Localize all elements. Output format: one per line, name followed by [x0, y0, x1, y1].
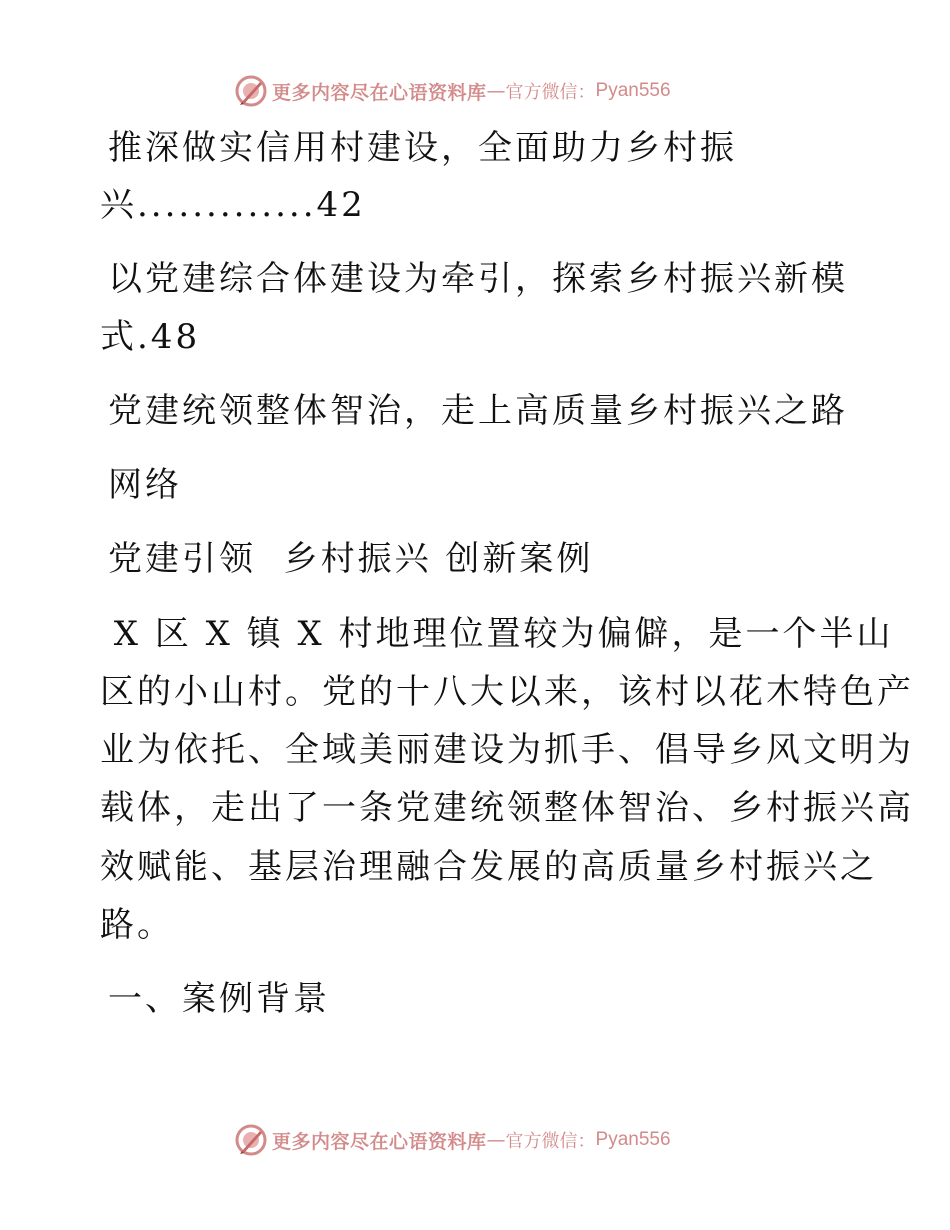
watermark-dash: —: [486, 80, 506, 102]
section-heading: 一、案例背景: [108, 979, 330, 1019]
watermark-wechat-label: 官方微信：: [505, 82, 596, 103]
pen-logo-icon: [234, 74, 268, 108]
watermark-title: 更多内容尽在心语资料库: [272, 1130, 487, 1153]
header-watermark: [234, 72, 671, 110]
watermark-dash: —: [486, 1129, 506, 1151]
body-line: 业为依托、全域美丽建设为抓手、倡导乡风文明为: [100, 730, 914, 770]
pen-logo-icon: [234, 1123, 268, 1157]
watermark-wechat-id: Pyan556: [595, 1129, 671, 1150]
body-line: 效赋能、基层治理融合发展的高质量乡村振兴之: [100, 847, 877, 887]
body-line: 载体，走出了一条党建统领整体智治、乡村振兴高: [100, 788, 914, 828]
watermark-wechat-label: 官方微信：: [505, 1131, 596, 1152]
article-tags: 党建引领 乡村振兴 创新案例: [108, 539, 594, 579]
body-line: 区的小山村。党的十八大以来，该村以花木特色产: [100, 672, 914, 712]
footer-watermark: [234, 1121, 671, 1159]
body-line: X 区 X 镇 X 村地理位置较为偏僻，是一个半山: [100, 614, 894, 654]
toc-entry-1-line2: 兴.............42: [100, 185, 366, 225]
watermark-wechat-id: Pyan556: [595, 80, 671, 101]
toc-entry-2-line1: 以党建综合体建设为牵引，探索乡村振兴新模: [108, 259, 848, 299]
toc-entry-2-line2: 式.48: [100, 317, 201, 357]
article-title: 党建统领整体智治，走上高质量乡村振兴之路: [108, 391, 848, 431]
article-source: 网络: [108, 465, 182, 505]
toc-entry-1-line1: 推深做实信用村建设，全面助力乡村振: [108, 128, 737, 168]
body-line: 路。: [100, 905, 174, 945]
watermark-title: 更多内容尽在心语资料库: [272, 81, 487, 104]
